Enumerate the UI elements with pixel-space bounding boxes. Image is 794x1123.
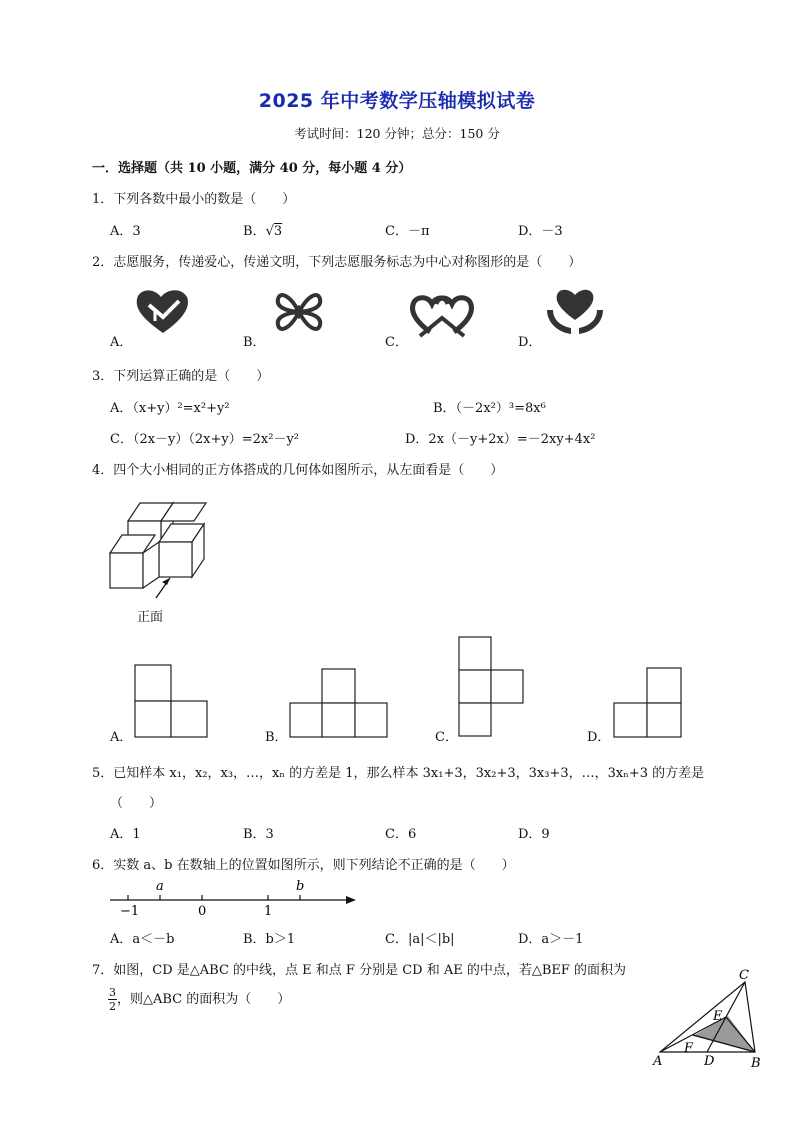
exam-title: 2025 年中考数学压轴模拟试卷: [258, 90, 536, 112]
q7-triangle-figure: [650, 966, 770, 1070]
q2-option-b: B．: [243, 335, 266, 350]
q5-option-c: C．6: [385, 827, 417, 842]
q4-option-a: A．: [110, 730, 133, 745]
point-label-c: C: [739, 968, 749, 983]
q1-option-b: B．√3: [243, 224, 283, 239]
point-label-d: D: [704, 1054, 715, 1069]
q6-option-d: D．a＞－1: [518, 932, 584, 947]
axis-label-b: b: [296, 879, 305, 894]
q1-option-c: C．－π: [385, 224, 430, 239]
q3-option-c: C．（2x－y）（2x+y）=2x²－y²: [110, 432, 299, 447]
q7-stem-cont: ，则△ABC 的面积为（ ）: [117, 992, 291, 1007]
q3-stem: 3．下列运算正确的是（ ）: [92, 369, 270, 384]
axis-label-minus1: −1: [120, 904, 140, 919]
q4-option-a-figure: [134, 664, 210, 738]
q1-option-d: D．－3: [518, 224, 563, 239]
q3-option-d: D．2x（－y+2x）=－2xy+4x²: [405, 432, 596, 447]
point-label-f: F: [684, 1041, 694, 1056]
axis-label-one: 1: [264, 904, 273, 919]
axis-label-zero: 0: [198, 904, 207, 919]
q5-stem-cont: （ ）: [110, 796, 163, 811]
q6-option-a: A．a＜－b: [110, 932, 175, 947]
q5-option-d: D．9: [518, 827, 550, 842]
q4-front-label: 正面: [137, 610, 164, 625]
q7-fraction: [108, 986, 117, 1013]
q2-logo-a-heart-hand-icon: [133, 287, 193, 337]
q2-logo-b-clover-icon: [268, 285, 330, 339]
point-label-a: A: [653, 1054, 663, 1069]
q6-stem: 6．实数 a、b 在数轴上的位置如图所示，则下列结论不正确的是（ ）: [92, 858, 515, 873]
q4-option-c: C．: [435, 730, 458, 745]
q3-option-b: B．（－2x²）³=8x⁶: [433, 401, 546, 416]
q5-option-b: B．3: [243, 827, 274, 842]
q1-option-b-prefix: B．: [243, 224, 266, 239]
q4-option-c-figure: [458, 636, 526, 738]
q2-logo-d-heart-hands-icon: [543, 286, 607, 340]
point-label-e: E: [713, 1009, 723, 1024]
q4-option-d-figure: [613, 667, 683, 739]
q6-option-c: C．|a|＜|b|: [385, 932, 455, 947]
q2-logo-c-two-hearts-icon: [406, 292, 478, 342]
q4-option-b: B．: [265, 730, 288, 745]
q1-option-b-radicand: 3: [273, 224, 283, 239]
q5-option-a: A．1: [110, 827, 141, 842]
q2-option-c: C．: [385, 335, 408, 350]
q4-solid-figure: [108, 486, 218, 606]
q1-stem: 1．下列各数中最小的数是（ ）: [92, 192, 296, 207]
q4-option-b-figure: [289, 668, 389, 738]
q5-stem: 5．已知样本 x₁，x₂，x₃，…，xₙ 的方差是 1，那么样本 3x₁+3，3x₂+3，3x₃+3，…，3xₙ+3 的方差是: [92, 766, 705, 781]
q7-fraction-den: 2: [109, 1000, 116, 1013]
q7-fraction-num: 3: [109, 986, 116, 999]
q2-option-d: D．: [518, 335, 542, 350]
q2-option-a: A．: [110, 335, 133, 350]
q3-option-a: A．（x+y）²=x²+y²: [110, 401, 230, 416]
q6-option-b: B．b＞1: [243, 932, 296, 947]
axis-label-a: a: [156, 879, 164, 894]
q1-option-a: A．3: [110, 224, 141, 239]
q7-stem: 7．如图，CD 是△ABC 的中线，点 E 和点 F 分别是 CD 和 AE 的中点，若△BEF 的面积为: [92, 963, 627, 978]
q6-number-line: [108, 878, 360, 920]
exam-subtitle: 考试时间：120 分钟；总分：150 分: [294, 126, 500, 141]
point-label-b: B: [751, 1056, 761, 1071]
section-heading: 一．选择题（共 10 小题，满分 40 分，每小题 4 分）: [92, 161, 412, 176]
q7-stem-line2: [108, 986, 290, 1013]
q2-stem: 2．志愿服务，传递爱心，传递文明，下列志愿服务标志为中心对称图形的是（ ）: [92, 255, 582, 270]
q4-option-d: D．: [587, 730, 611, 745]
q4-stem: 4．四个大小相同的正方体搭成的几何体如图所示，从左面看是（ ）: [92, 463, 504, 478]
